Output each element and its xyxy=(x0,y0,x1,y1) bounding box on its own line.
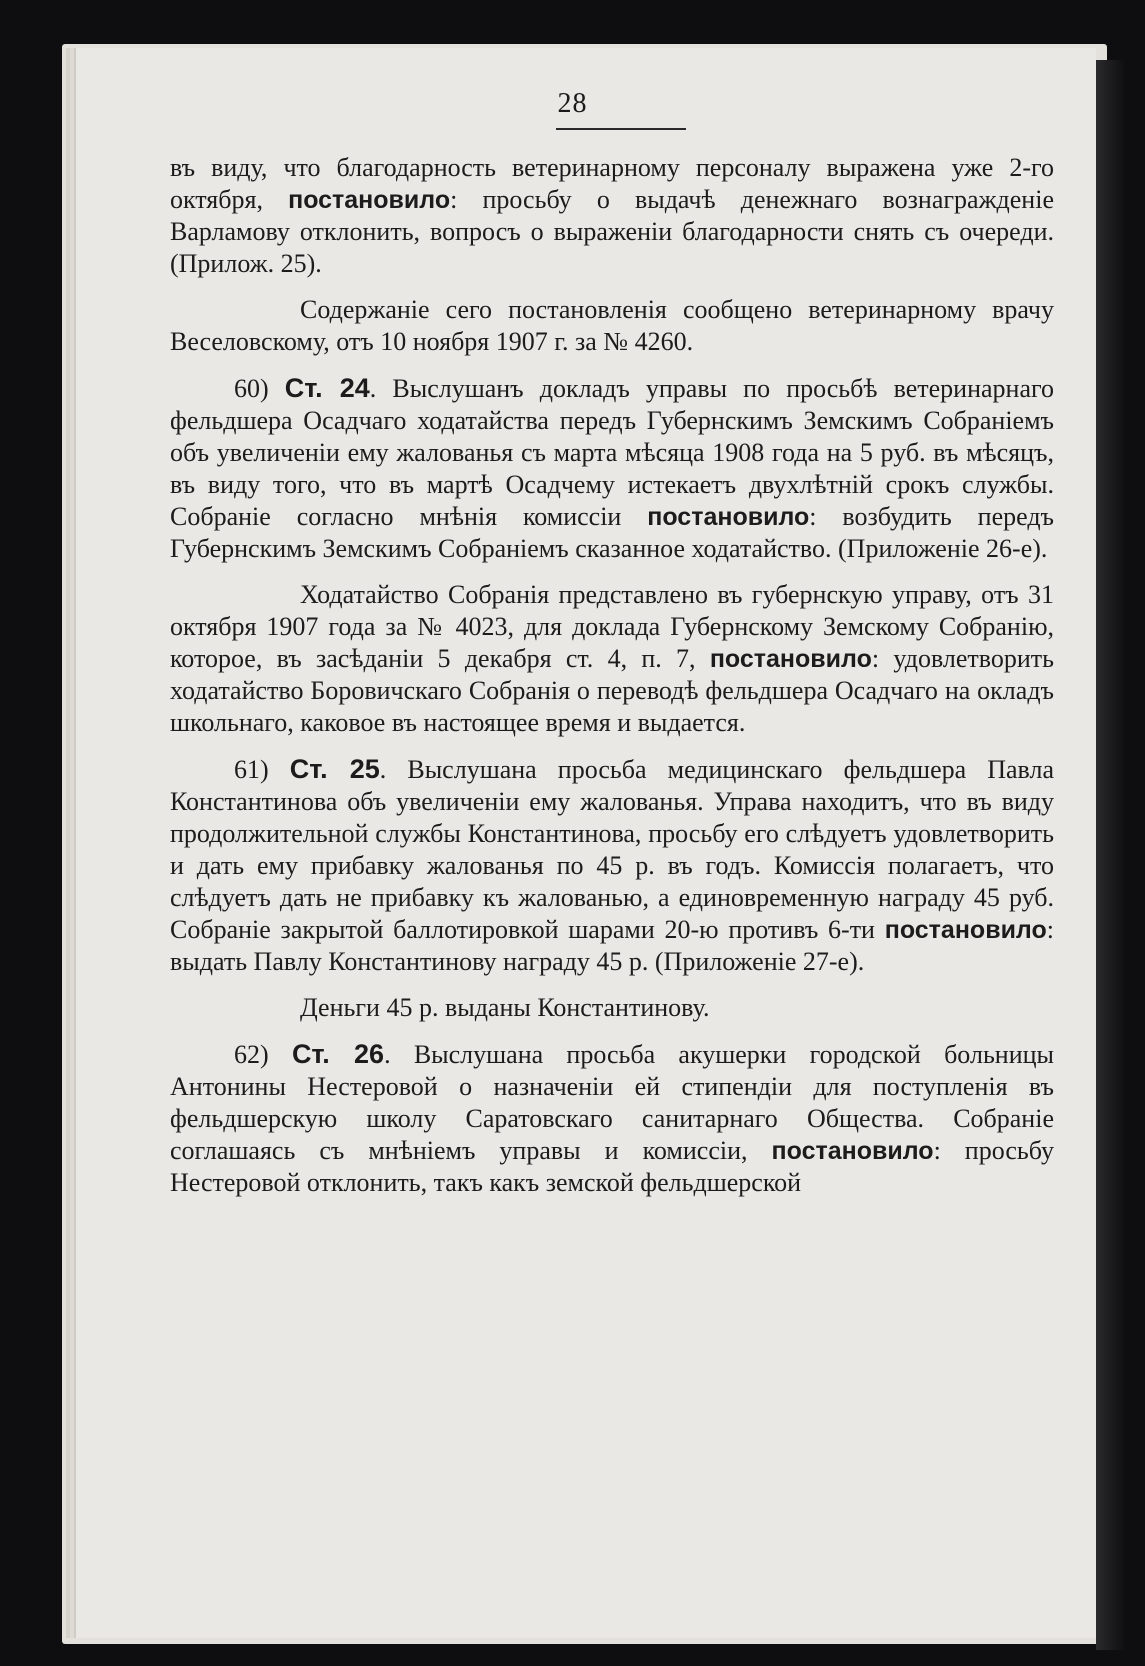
paragraph-continuation xyxy=(170,152,1054,280)
document-body xyxy=(170,152,1054,1213)
paragraph-note xyxy=(170,992,1054,1024)
item-number: 62) xyxy=(234,1040,269,1069)
paragraph-text: : выдать Павлу Константинову награду 45 р. (Приложеніе 27-е). xyxy=(170,915,1054,976)
paragraph-note xyxy=(170,579,1054,739)
paragraph-text: : просьбу о выдачѣ денежнаго вознагражденіе Варламову отклонить, вопросъ о выраженіи благодарности снять съ очереди. (Прилож. 25). xyxy=(170,185,1054,278)
paragraph-text: : возбудить передъ Губернскимъ Земскимъ Собраніемъ сказанное ходатайство. (Приложеніе 26-е). xyxy=(170,502,1054,563)
article-label: Ст. 25 xyxy=(289,754,380,784)
paragraph-item-61 xyxy=(170,753,1054,978)
paragraph-item-62 xyxy=(170,1038,1054,1199)
resolved-keyword: постановило xyxy=(884,916,1047,944)
paragraph-text: . Выслушанъ докладъ управы по просьбѣ ветеринарнаго фельдшера Осадчаго ходатайства передъ Губернскимъ Земскимъ Собраніемъ объ увеличеніи ему жалованья съ марта мѣсяца 1908 года на 5 руб. въ мѣсяцъ, въ виду того, что въ мартѣ Осадчему истекаетъ двухлѣтній срокъ службы. Собраніе согласно мнѣнія комиссіи xyxy=(170,374,1055,531)
paragraph-item-60 xyxy=(170,372,1054,565)
article-label: Ст. 24 xyxy=(284,373,370,403)
note-text: Содержаніе сего постановленія сообщено ветеринарному врачу Веселовскому, отъ 10 ноября 1907 г. за № 4260. xyxy=(170,295,1054,356)
paragraph-text: въ виду, что благодарность ветеринарному персоналу выражена уже 2-го октября, xyxy=(170,153,1054,214)
note-text: Ходатайство Собранія представлено въ губернскую управу, отъ 31 октября 1907 года за № 4023, для доклада Губернскому Земскому Собранію, которое, въ засѣданіи 5 декабря ст. 4, п. 7, xyxy=(170,580,1054,673)
resolved-keyword: постановило xyxy=(288,186,451,214)
item-number: 60) xyxy=(234,374,269,403)
resolved-keyword: постановило xyxy=(647,503,810,531)
book-spine-shadow xyxy=(1096,60,1126,1650)
note-text: : удовлетворить ходатайство Боровичскаго Собранія о переводѣ фельдшера Осадчаго на окладъ школьнаго, каковое въ настоящее время и выдается. xyxy=(170,644,1054,737)
paragraph-text: : просьбу Нестеровой отклонить, такъ какъ земской фельдшерской xyxy=(170,1136,1055,1197)
resolved-keyword: постановило xyxy=(709,645,872,673)
resolved-keyword: постановило xyxy=(771,1137,934,1165)
page-number-rule xyxy=(556,128,686,130)
article-label: Ст. 26 xyxy=(291,1039,385,1069)
page-number: 28 xyxy=(557,88,588,119)
note-text: Деньги 45 р. выданы Константинову. xyxy=(300,993,710,1022)
paragraph-note xyxy=(170,294,1054,358)
item-number: 61) xyxy=(234,755,269,784)
paragraph-text: . Выслушана просьба медицинскаго фельдшера Павла Константинова объ увеличеніи ему жалованья. Управа находитъ, что въ виду продолжительной службы Константинова, просьбу его слѣдуетъ удовлетворить и дать ему прибавку жалованья по 45 р. въ годъ. Комиссія полагаетъ, что слѣдуетъ дать не прибавку къ жалованью, а единовременную награду 45 руб. Собраніе закрытой баллотировкой шарами 20-ю противъ 6-ти xyxy=(170,755,1055,944)
paragraph-text: . Выслушана просьба акушерки городской больницы Антонины Нестеровой о назначеніи ей стипендіи для поступленія въ фельдшерскую школу Саратовскаго санитарнаго Общества. Собраніе соглашаясь съ мнѣніемъ управы и комиссіи, xyxy=(170,1040,1055,1165)
